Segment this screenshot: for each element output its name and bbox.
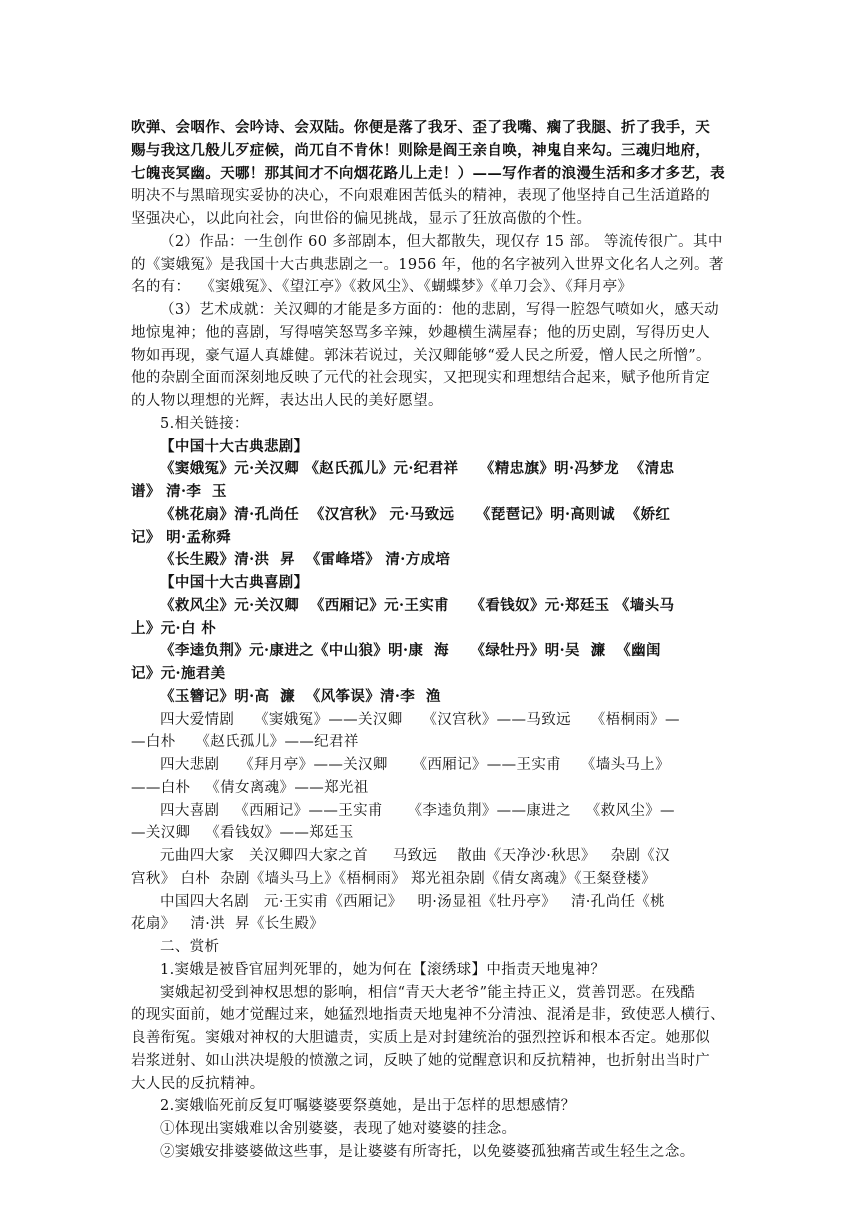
text-line: 七魄丧冥幽。天哪！那其间才不向烟花路儿上走！）——写作者的浪漫生活和多才多艺，表 xyxy=(131,164,725,182)
text-line: 他的杂剧全面而深刻地反映了元代的社会现实，又把现实和理想结合起来，赋予他所肯定 xyxy=(131,370,711,387)
text-line: 【中国十大古典悲剧】 xyxy=(160,437,309,455)
text-line: 5.相关链接： xyxy=(160,415,249,432)
text-line: 明决不与黑暗现实妥协的决心，不向艰难困苦低头的精神，表现了他坚持自己生活道路的 xyxy=(131,188,711,205)
text-line: 2.窦娥临死前反复叮嘱婆婆要祭奠她，是出于怎样的思想感情？ xyxy=(160,1098,576,1115)
text-line: 坚强决心，以此向社会，向世俗的偏见挑战，显示了狂放高傲的个性。 xyxy=(131,211,592,227)
text-line: 《救风尘》元·关汉卿 《西厢记》元·王实甫 《看钱奴》元·郑廷玉 《墙头马 xyxy=(160,596,675,614)
text-line: 的人物以理想的光辉，表达出人民的美好愿望。 xyxy=(131,393,443,409)
text-line: 《桃花扇》清·孔尚任 《汉宫秋》 元·马致远 《琵琶记》明·高则诚 《娇红 xyxy=(160,505,671,523)
text-line: ②窦娥安排婆婆做这些事，是让婆婆有所寄托，以免婆婆孤独痛苦或生轻生之念。 xyxy=(160,1143,695,1160)
text-line: 窦娥起初受到神权思想的影响，相信“青天大老爷”能主持正义，赏善罚恶。在残酷 xyxy=(160,984,696,1001)
text-line: （3）艺术成就：关汉卿的才能是多方面的：他的悲剧，写得一腔怨气喷如火，感天动 xyxy=(160,302,720,318)
text-line: 记》元·施君美 xyxy=(131,665,226,682)
text-line: 大人民的反抗精神。 xyxy=(131,1075,265,1092)
text-line: 谱》 清·李 玉 xyxy=(131,483,227,500)
text-line: 良善衔冤。窦娥对神权的大胆谴责，实质上是对封建统治的强烈控诉和根本否定。她那似 xyxy=(131,1030,711,1046)
text-line: 四大悲剧 《拜月亭》——关汉卿 《西厢记》——王实甫 《墙头马上》 xyxy=(160,757,670,773)
text-line: ——白朴 《倩女离魂》——郑光祖 xyxy=(131,779,369,796)
text-line: —关汉卿 《看钱奴》——郑廷玉 xyxy=(131,825,354,842)
text-line: 《窦娥冤》元·关汉卿 《赵氏孤儿》元·纪君祥 《精忠旗》明·冯梦龙 《清忠 xyxy=(160,460,675,478)
text-line: 物如再现，豪气逼人真雄健。郭沫若说过，关汉卿能够“爱人民之所爱，憎人民之所憎”。 xyxy=(131,347,711,364)
text-line: 的《窦娥冤》是我国十大古典悲剧之一。1956 年，他的名字被列入世界文化名人之列。著 xyxy=(131,256,724,273)
text-line: 四大喜剧 《西厢记》——王实甫 《李逵负荆》——康进之 《救风尘》— xyxy=(160,802,675,819)
text-line: 岩浆迸射、如山洪决堤般的愤激之词，反映了她的觉醒意识和反抗精神，也折射出当时广 xyxy=(131,1052,711,1069)
text-line: 1.窦娥是被昏官屈判死罪的，她为何在【滚绣球】中指责天地鬼神？ xyxy=(160,961,606,978)
text-line: 地惊鬼神；他的喜剧，写得嘻笑怒骂多辛辣，妙趣横生满屋春；他的历史剧，写得历史人 xyxy=(131,324,711,341)
text-line: 《玉簪记》明·高 濂 《风筝误》清·李 渔 xyxy=(160,687,441,705)
text-line: 的现实面前，她才觉醒过来，她猛烈地指责天地鬼神不分清浊、混淆是非，致使恶人横行、 xyxy=(131,1007,725,1024)
text-line: ①体现出窦娥难以舍别婆婆，表现了她对婆婆的挂念。 xyxy=(160,1121,517,1137)
text-line: —白朴 《赵氏孤儿》——纪君祥 xyxy=(131,734,359,751)
text-line: 赐与我这几般儿歹症候，尚兀自不肯休！则除是阎王亲自唤，神鬼自来勾。三魂归地府， xyxy=(131,141,711,159)
text-line: 二、赏析 xyxy=(160,939,220,955)
text-line: 《长生殿》清·洪 昇 《雷峰塔》 清·方成培 xyxy=(160,551,451,569)
text-line: （2）作品：一生创作 60 多部剧本，但大都散失，现仅存 15 部。 等流传很广。其中 xyxy=(160,233,723,250)
text-line: 上》元·白 朴 xyxy=(131,619,217,637)
text-line: 宫秋》 白朴 杂剧《墙头马上》《梧桐雨》 郑光祖杂剧《倩女离魂》《王粲登楼》 xyxy=(131,870,657,887)
text-line: 四大爱情剧 《窦娥冤》——关汉卿 《汉宫秋》——马致远 《梧桐雨》— xyxy=(160,711,680,728)
text-line: 花扇》 清·洪 昇《长生殿》 xyxy=(131,916,325,933)
text-line: 中国四大名剧 元·王实甫《西厢记》 明·汤显祖《牡丹亭》 清·孔尚任《桃 xyxy=(160,893,666,910)
text-line: 【中国十大古典喜剧】 xyxy=(160,574,309,591)
text-line: 《李逵负荆》元·康进之《中山狼》明·康 海 《绿牡丹》明·吴 濂 《幽闺 xyxy=(160,642,661,660)
text-line: 名的有： 《窦娥冤》、《望江亭》《救风尘》、《蝴蝶梦》《单刀会》、《拜月亭》 xyxy=(131,279,633,296)
text-line: 吹弹、会咽作、会吟诗、会双陆。你便是落了我牙、歪了我嘴、瘸了我腿、折了我手，天 xyxy=(131,119,711,136)
text-line: 元曲四大家 关汉卿四大家之首 马致远 散曲《天净沙·秋思》 杂剧《汉 xyxy=(160,848,670,864)
text-line: 记》 明·孟称舜 xyxy=(131,528,231,546)
